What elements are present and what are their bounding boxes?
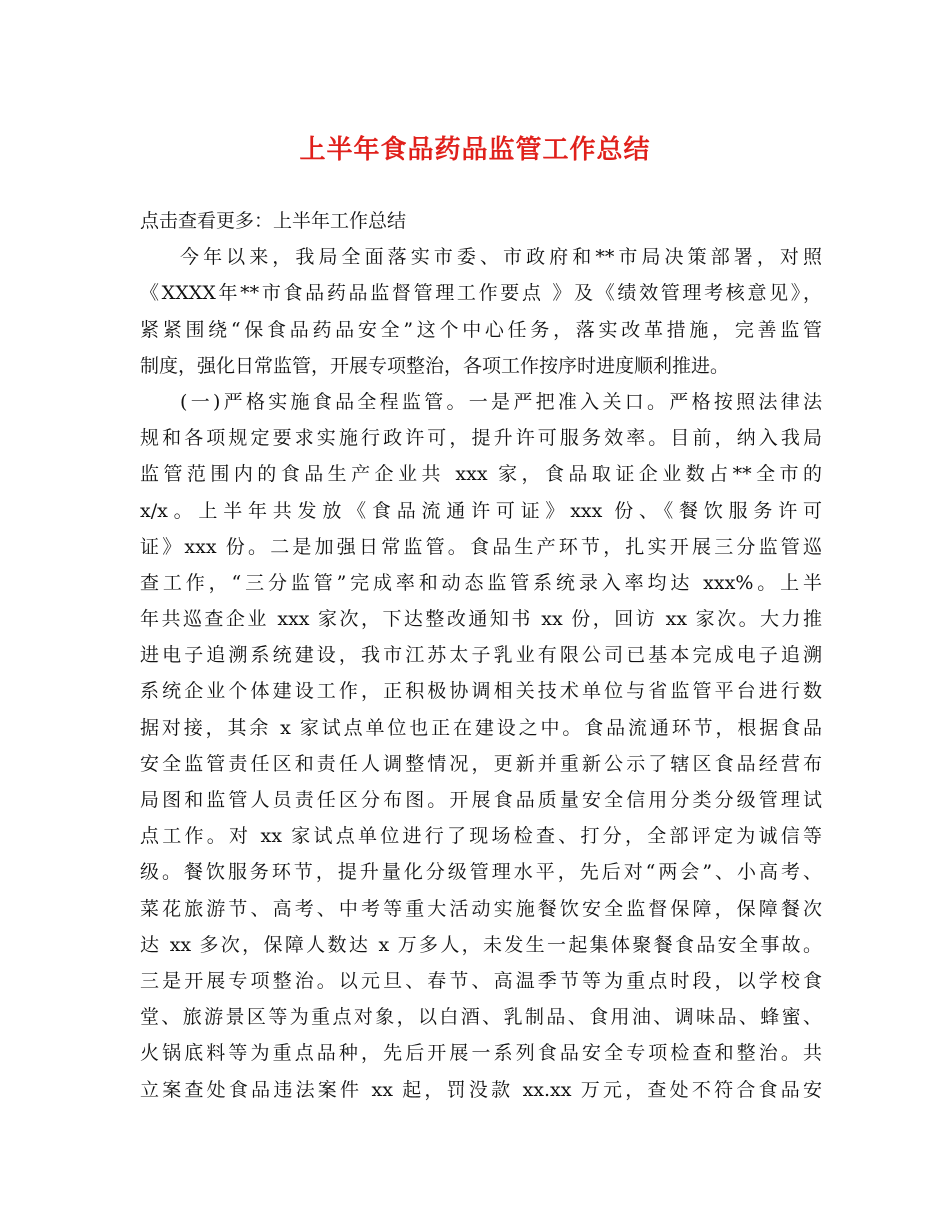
- paragraph-line: 安全监管责任区和责任人调整情况，更新并重新公示了辖区食品经营布: [140, 752, 822, 775]
- paragraph-line: 达 xx 多次，保障人数达 x 万多人，未发生一起集体聚餐食品安全事故。: [140, 933, 822, 956]
- paragraph-line: 进电子追溯系统建设，我市江苏太子乳业有限公司已基本完成电子追溯: [140, 644, 822, 667]
- paragraph-line: 级。餐饮服务环节，提升量化分级管理水平，先后对“两会”、小高考、: [140, 861, 822, 884]
- paragraph-line: x/x。上半年共发放《食品流通许可证》xxx 份、《餐饮服务许可: [140, 499, 822, 522]
- paragraph-line: 制度，强化日常监管，开展专项整治，各项工作按序时进度顺利推进。: [140, 354, 730, 377]
- paragraph-line: 年共巡查企业 xxx 家次，下达整改通知书 xx 份，回访 xx 家次。大力推: [140, 608, 822, 631]
- paragraph-line: (一)严格实施食品全程监管。一是严把准入关口。严格按照法律法: [180, 390, 822, 413]
- more-link-line[interactable]: 点击查看更多：上半年工作总结: [140, 210, 407, 232]
- paragraph-line: 规和各项规定要求实施行政许可，提升许可服务效率。目前，纳入我局: [140, 427, 822, 450]
- paragraph-line: 立案查处食品违法案件 xx 起，罚没款 xx.xx 万元，查处不符合食品安: [140, 1078, 822, 1101]
- paragraph-line: 紧紧围绕“保食品药品安全”这个中心任务，落实改革措施，完善监管: [140, 318, 822, 341]
- document-body: [140, 203, 822, 1108]
- paragraph-line: 菜花旅游节、高考、中考等重大活动实施餐饮安全监督保障，保障餐次: [140, 897, 822, 920]
- paragraph-line: 据对接，其余 x 家试点单位也正在建设之中。食品流通环节，根据食品: [140, 716, 822, 739]
- document-title: 上半年食品药品监管工作总结: [299, 135, 651, 165]
- paragraph-line: 证》xxx 份。二是加强日常监管。食品生产环节，扎实开展三分监管巡: [140, 535, 822, 558]
- paragraph-line: 查工作，“三分监管”完成率和动态监管系统录入率均达 xxx%。上半: [140, 571, 822, 594]
- paragraph-line: 监管范围内的食品生产企业共 xxx 家，食品取证企业数占**全市的: [140, 463, 822, 486]
- paragraph-line: 今年以来，我局全面落实市委、市政府和**市局决策部署，对照: [180, 246, 822, 269]
- paragraph-line: 《XXXX年**市食品药品监督管理工作要点 》及《绩效管理考核意见》，: [140, 282, 822, 305]
- paragraph-line: 堂、旅游景区等为重点对象，以白酒、乳制品、食用油、调味品、蜂蜜、: [140, 1006, 822, 1029]
- paragraph-line: 三是开展专项整治。以元旦、春节、高温季节等为重点时段，以学校食: [140, 969, 822, 992]
- paragraph-line: 点工作。对 xx 家试点单位进行了现场检查、打分，全部评定为诚信等: [140, 825, 822, 848]
- paragraph-line: 系统企业个体建设工作，正积极协调相关技术单位与省监管平台进行数: [140, 680, 822, 703]
- paragraph-line: 火锅底料等为重点品种，先后开展一系列食品安全专项检查和整治。共: [140, 1042, 822, 1065]
- paragraph-line: 局图和监管人员责任区分布图。开展食品质量安全信用分类分级管理试: [140, 789, 822, 811]
